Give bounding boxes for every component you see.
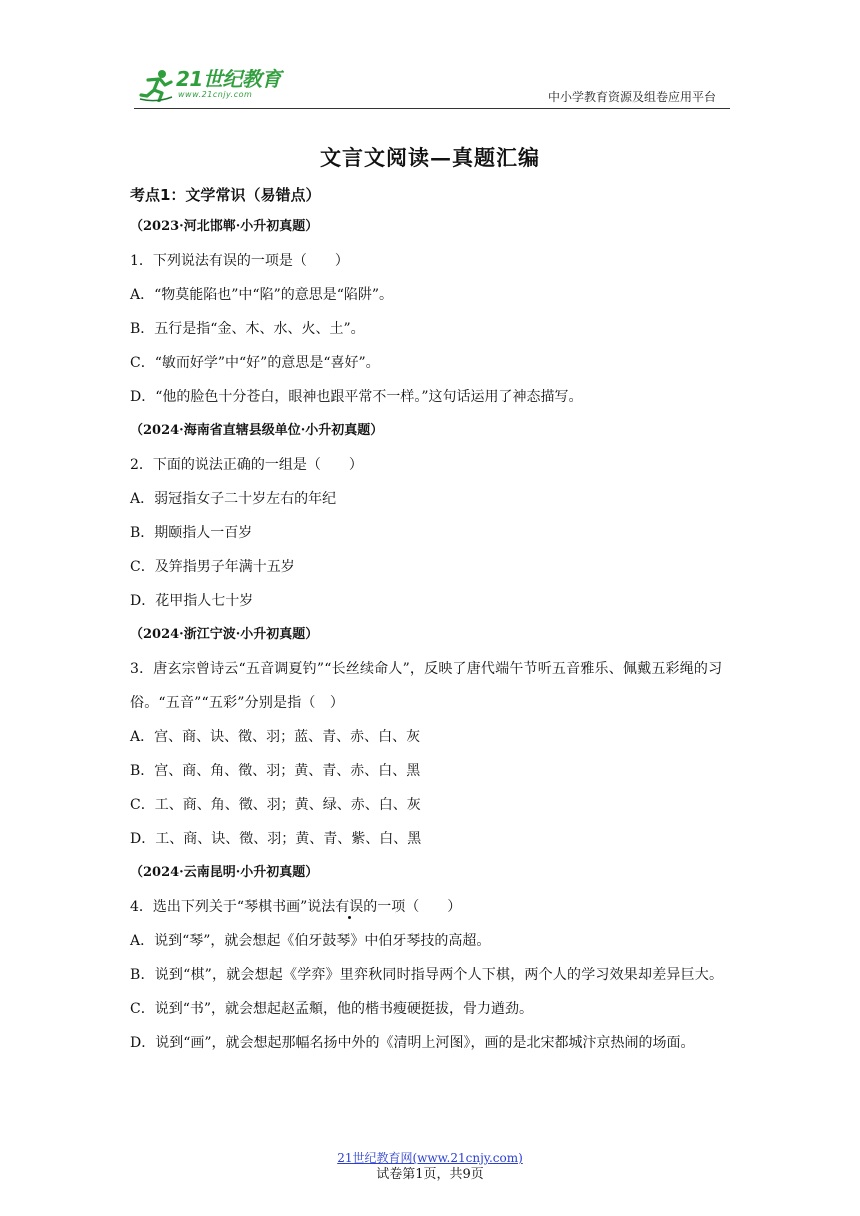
document-title: 文言文阅读—真题汇编 [320,145,540,170]
option-d: D．花甲指人七十岁 [130,593,254,609]
question-stem: 3．唐玄宗曾诗云“五音调夏钓”“长丝续命人”，反映了唐代端午节听五音雅乐、佩戴五彩绳的习俗。“五音”“五彩”分别是指（ ） [130,661,723,711]
option-d: D．工、商、诀、徵、羽；黄、青、紫、白、黑 [130,831,422,847]
option-a: A．“物莫能陷也”中“陷”的意思是“陷阱”。 [130,287,394,303]
question-stem [130,890,736,924]
question-source: （2024·浙江宁波·小升初真题） [130,627,319,642]
page-number: 试卷第1页，共9页 [376,1167,484,1182]
question-stem: 1．下列说法有误的一项是（ ） [130,253,349,269]
emphasis-dotted-text: 有误 [335,899,364,915]
option-d: D．“他的脸色十分苍白，眼神也跟平常不一样。”这句话运用了神态描写。 [130,389,583,405]
option-a: A．弱冠指女子二十岁左右的年纪 [130,491,337,507]
option-c: C．说到“书”，就会想起赵孟頫，他的楷书瘦硬挺拔，骨力遒劲。 [130,1001,534,1017]
site-logo[interactable] [138,68,281,102]
section-heading: 考点1：文学常识（易错点） [130,186,321,204]
footer-link[interactable]: 21世纪教育网(www.21cnjy.com) [337,1151,523,1165]
option-c: C．“敏而好学”中“好”的意思是“喜好”。 [130,355,380,371]
question-source: （2023·河北邯郸·小升初真题） [130,219,319,234]
page-header [134,62,730,109]
logo-title: 21世纪教育 [176,67,281,91]
page-footer [0,1150,860,1184]
logo-text [176,68,281,100]
option-b: B．期颐指人一百岁 [130,525,253,541]
stem-text: 的一项（ ） [363,899,462,915]
question-source: （2024·海南省直辖县级单位·小升初真题） [130,423,384,438]
option-a: A．说到“琴”，就会想起《伯牙鼓琴》中伯牙琴技的高超。 [130,933,491,949]
question-stem: 2．下面的说法正确的一组是（ ） [130,457,363,473]
option-b: B．说到“棋”，就会想起《学弈》里弈秋同时指导两个人下棋，两个人的学习效果却差异巨大。 [130,967,724,983]
logo-url: www.21cnjy.com [178,90,253,99]
option-c: C．工、商、角、徵、羽；黄、绿、赤、白、灰 [130,797,421,813]
question-source: （2024·云南昆明·小升初真题） [130,865,319,880]
platform-tagline: 中小学教育资源及组卷应用平台 [547,90,716,104]
option-b: B．宫、商、角、徵、羽；黄、青、赤、白、黑 [130,763,421,779]
option-d: D．说到“画”，就会想起那幅名扬中外的《清明上河图》，画的是北宋都城汴京热闹的场面。 [130,1035,695,1051]
option-a: A．宫、商、诀、徵、羽；蓝、青、赤、白、灰 [130,729,421,745]
option-b: B．五行是指“金、木、水、火、土”。 [130,321,365,337]
stem-text: 4．选出下列关于“琴棋书画”说法 [130,899,336,915]
option-c: C．及笄指男子年满十五岁 [130,559,295,575]
runner-logo-icon [138,68,174,102]
question-list [130,180,736,1060]
